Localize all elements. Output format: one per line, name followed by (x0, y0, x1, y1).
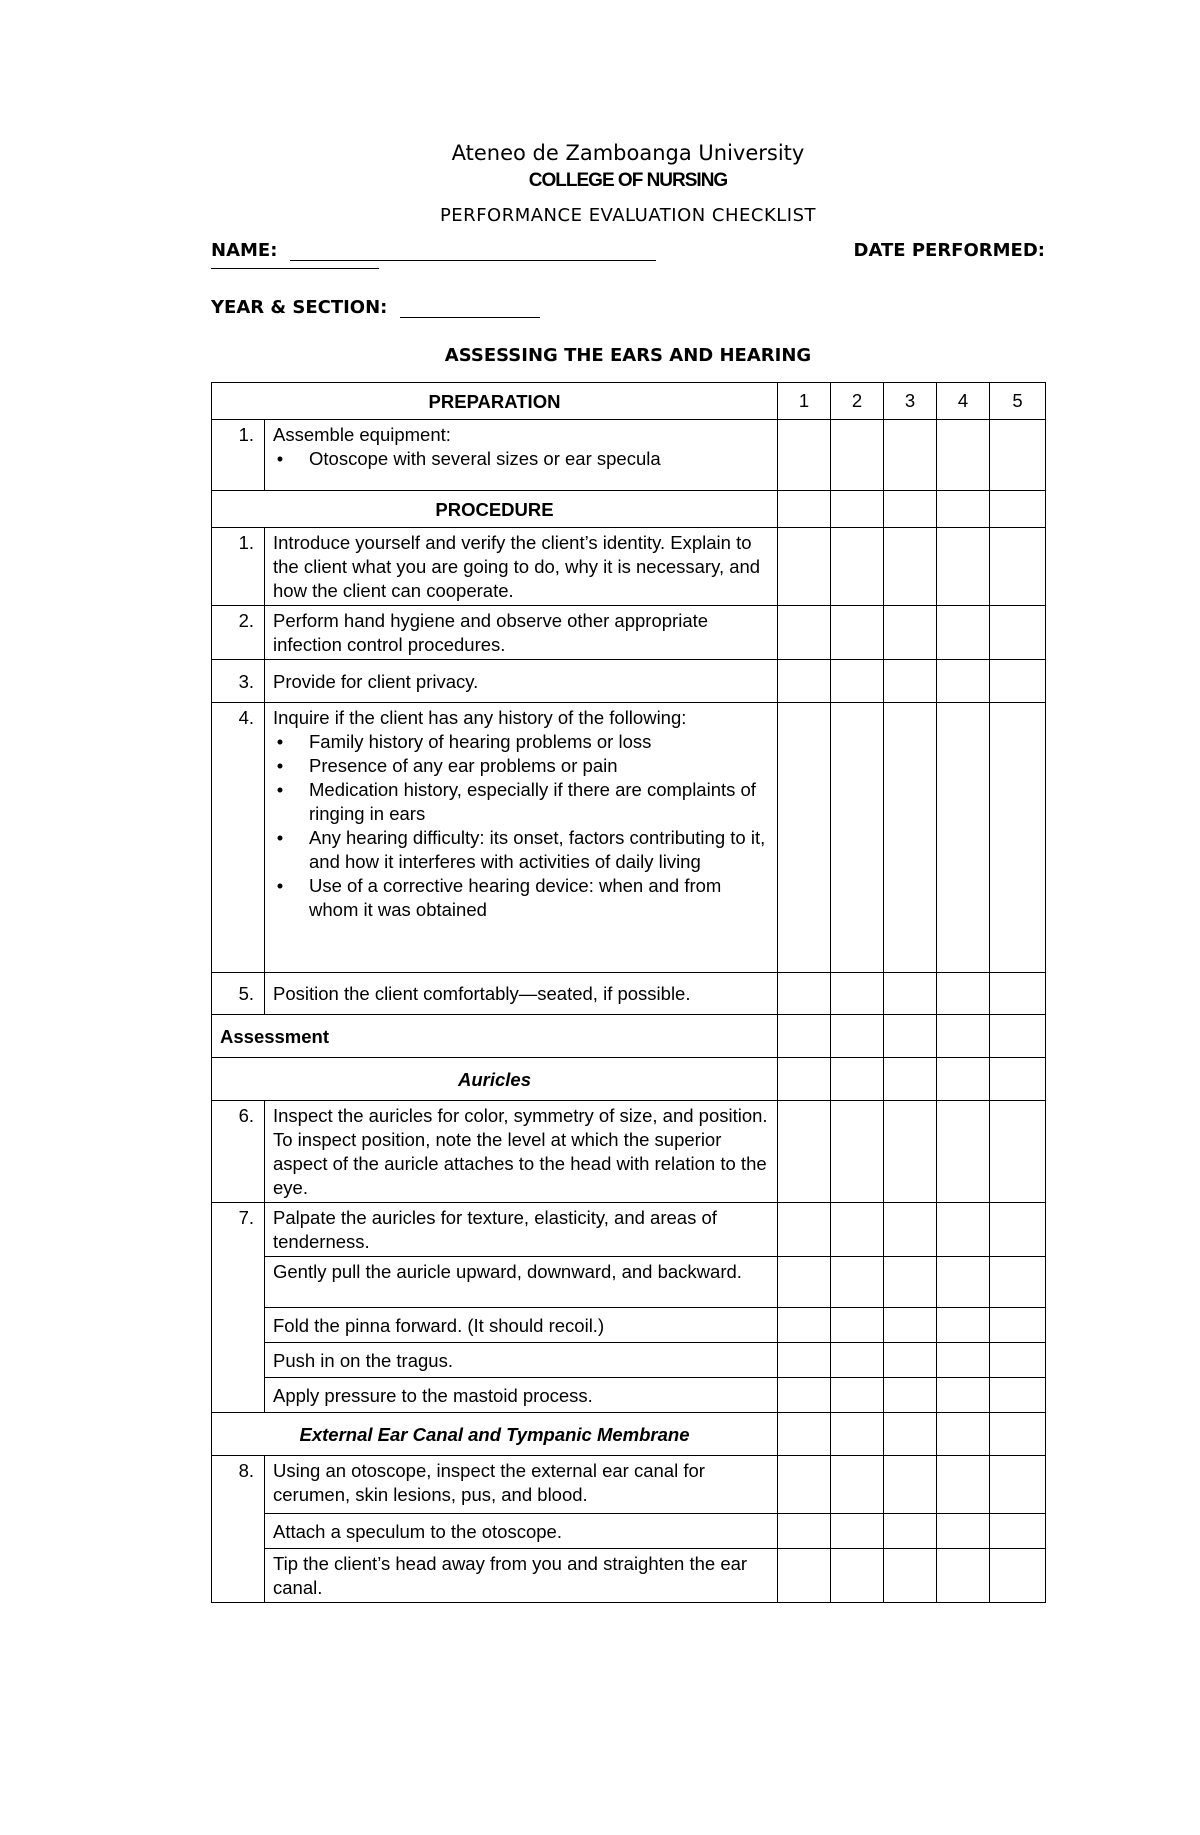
score-cell[interactable] (990, 973, 1046, 1015)
score-cell[interactable] (778, 1058, 831, 1101)
score-cell[interactable] (831, 1413, 884, 1456)
auricles-heading: Auricles (212, 1058, 778, 1101)
score-cell[interactable] (884, 973, 937, 1015)
score-cell[interactable] (990, 1257, 1046, 1308)
score-cell[interactable] (884, 1101, 937, 1203)
university-name: Ateneo de Zamboanga University (451, 141, 805, 165)
score-cell[interactable] (937, 1257, 990, 1308)
score-cell[interactable] (831, 1456, 884, 1514)
score-header-1: 1 (778, 383, 831, 420)
step-text: Provide for client privacy. (265, 660, 778, 703)
score-cell[interactable] (884, 1308, 937, 1343)
college-name: COLLEGE OF NURSING (528, 170, 728, 191)
score-cell[interactable] (831, 1101, 884, 1203)
step-number: 6. (212, 1101, 265, 1203)
skill-title: ASSESSING THE EARS AND HEARING (444, 345, 812, 366)
score-cell[interactable] (990, 1058, 1046, 1101)
score-cell[interactable] (937, 1378, 990, 1413)
step-text: Using an otoscope, inspect the external ear canal for cerumen, skin lesions, pus, and blood. (265, 1456, 778, 1514)
score-cell[interactable] (990, 1343, 1046, 1378)
table-row (212, 1549, 1046, 1603)
score-cell[interactable] (778, 1343, 831, 1378)
table-row (212, 703, 1046, 973)
assessment-heading: Assessment (212, 1015, 778, 1058)
score-cell[interactable] (990, 1101, 1046, 1203)
name-field[interactable] (211, 240, 656, 261)
score-cell[interactable] (778, 660, 831, 703)
canal-header-row (212, 1413, 1046, 1456)
canal-heading: External Ear Canal and Tympanic Membrane (212, 1413, 778, 1456)
score-cell[interactable] (937, 606, 990, 660)
procedure-header-row (212, 491, 1046, 528)
score-cell[interactable] (990, 1413, 1046, 1456)
score-cell[interactable] (831, 1058, 884, 1101)
score-cell[interactable] (990, 1015, 1046, 1058)
score-cell[interactable] (884, 1549, 937, 1603)
score-cell[interactable] (937, 703, 990, 973)
score-cell[interactable] (990, 703, 1046, 973)
score-cell[interactable] (831, 1343, 884, 1378)
score-cell[interactable] (778, 1456, 831, 1514)
year-section-blank[interactable] (400, 299, 540, 318)
bullet-item: • Otoscope with several sizes or ear specula (309, 447, 769, 471)
score-cell[interactable] (884, 1257, 937, 1308)
table-row (212, 1308, 1046, 1343)
score-cell[interactable] (937, 660, 990, 703)
score-cell[interactable] (884, 1413, 937, 1456)
step-text: Position the client comfortably—seated, if possible. (265, 973, 778, 1015)
score-cell[interactable] (884, 491, 937, 528)
table-row (212, 1343, 1046, 1378)
step-text: Attach a speculum to the otoscope. (265, 1514, 778, 1549)
score-cell[interactable] (831, 1514, 884, 1549)
step-text: Apply pressure to the mastoid process. (265, 1378, 778, 1413)
score-cell[interactable] (937, 1456, 990, 1514)
score-cell[interactable] (990, 606, 1046, 660)
score-cell[interactable] (831, 1549, 884, 1603)
bullet-item: • Any hearing difficulty: its onset, factors contributing to it, and how it interferes with activities of daily living (309, 826, 769, 874)
score-cell[interactable] (884, 1343, 937, 1378)
score-cell[interactable] (937, 1058, 990, 1101)
auricles-header-row (212, 1058, 1046, 1101)
score-cell[interactable] (937, 491, 990, 528)
score-cell[interactable] (778, 973, 831, 1015)
bullet-item: • Medication history, especially if there are complaints of ringing in ears (309, 778, 769, 826)
score-cell[interactable] (884, 703, 937, 973)
score-cell[interactable] (990, 1549, 1046, 1603)
score-cell[interactable] (831, 1308, 884, 1343)
score-cell[interactable] (937, 420, 990, 491)
score-cell[interactable] (937, 1101, 990, 1203)
score-cell[interactable] (884, 528, 937, 606)
date-field[interactable] (854, 240, 1045, 261)
score-cell[interactable] (778, 1378, 831, 1413)
score-cell[interactable] (990, 528, 1046, 606)
score-cell[interactable] (831, 420, 884, 491)
score-cell[interactable] (831, 528, 884, 606)
score-cell[interactable] (884, 1203, 937, 1257)
step-number: 1. (212, 420, 265, 491)
step-number: 4. (212, 703, 265, 973)
score-cell[interactable] (990, 660, 1046, 703)
step-text-line: Assemble equipment: (273, 424, 451, 445)
step-text: Inspect the auricles for color, symmetry of size, and position. To inspect position, note the level at which the superior aspect of the auricle attaches to the head with relation to the eye. (265, 1101, 778, 1203)
score-cell[interactable] (778, 1101, 831, 1203)
table-row (212, 1257, 1046, 1308)
checklist-title: PERFORMANCE EVALUATION CHECKLIST (439, 205, 817, 226)
score-cell[interactable] (990, 1378, 1046, 1413)
score-cell[interactable] (831, 1015, 884, 1058)
score-cell[interactable] (884, 1378, 937, 1413)
score-cell[interactable] (990, 491, 1046, 528)
score-cell[interactable] (778, 1308, 831, 1343)
score-cell[interactable] (937, 1413, 990, 1456)
step-text: Fold the pinna forward. (It should recoil.) (265, 1308, 778, 1343)
step-text (265, 703, 778, 973)
step-number: 2. (212, 606, 265, 660)
step-number: 1. (212, 528, 265, 606)
score-header-5: 5 (990, 383, 1046, 420)
step-text: Push in on the tragus. (265, 1343, 778, 1378)
year-section-field[interactable] (211, 297, 540, 318)
step-text (265, 420, 778, 491)
bullet-item: • Family history of hearing problems or loss (309, 730, 769, 754)
score-cell[interactable] (884, 606, 937, 660)
score-cell[interactable] (778, 606, 831, 660)
table-row (212, 1203, 1046, 1257)
step-number: 8. (212, 1456, 265, 1603)
score-cell[interactable] (778, 420, 831, 491)
evaluation-table (211, 382, 1046, 1603)
score-cell[interactable] (990, 1514, 1046, 1549)
score-cell[interactable] (778, 491, 831, 528)
step-text: Palpate the auricles for texture, elasticity, and areas of tenderness. (265, 1203, 778, 1257)
score-cell[interactable] (778, 1203, 831, 1257)
score-cell[interactable] (778, 1549, 831, 1603)
table-row (212, 1514, 1046, 1549)
table-row (212, 660, 1046, 703)
name-label: NAME: (211, 240, 278, 261)
score-cell[interactable] (937, 973, 990, 1015)
score-cell[interactable] (831, 703, 884, 973)
score-cell[interactable] (990, 1456, 1046, 1514)
score-cell[interactable] (937, 1514, 990, 1549)
name-blank[interactable] (290, 242, 656, 261)
score-cell[interactable] (884, 1015, 937, 1058)
score-cell[interactable] (937, 1549, 990, 1603)
date-blank[interactable] (211, 268, 379, 269)
score-cell[interactable] (884, 1058, 937, 1101)
score-cell[interactable] (990, 1203, 1046, 1257)
score-cell[interactable] (937, 1203, 990, 1257)
score-header-3: 3 (884, 383, 937, 420)
score-cell[interactable] (778, 1015, 831, 1058)
bullet-list (273, 447, 769, 471)
step-text-line: Inquire if the client has any history of the following: (273, 707, 687, 728)
preparation-heading: PREPARATION (212, 383, 778, 420)
score-cell[interactable] (884, 660, 937, 703)
step-number: 5. (212, 973, 265, 1015)
score-cell[interactable] (884, 1456, 937, 1514)
bullet-list (273, 730, 769, 922)
table-row (212, 528, 1046, 606)
step-text: Perform hand hygiene and observe other appropriate infection control procedures. (265, 606, 778, 660)
score-cell[interactable] (884, 420, 937, 491)
step-text: Tip the client’s head away from you and straighten the ear canal. (265, 1549, 778, 1603)
step-number: 7. (212, 1203, 265, 1413)
score-header-4: 4 (937, 383, 990, 420)
score-header-2: 2 (831, 383, 884, 420)
score-cell[interactable] (831, 1378, 884, 1413)
step-text: Introduce yourself and verify the client’s identity. Explain to the client what you are going to do, why it is necessary, and how the client can cooperate. (265, 528, 778, 606)
step-text: Gently pull the auricle upward, downward, and backward. (265, 1257, 778, 1308)
score-cell[interactable] (990, 420, 1046, 491)
score-cell[interactable] (778, 703, 831, 973)
score-cell[interactable] (884, 1514, 937, 1549)
preparation-header-row (212, 383, 1046, 420)
score-cell[interactable] (831, 491, 884, 528)
score-cell[interactable] (937, 1015, 990, 1058)
score-cell[interactable] (831, 606, 884, 660)
score-cell[interactable] (831, 660, 884, 703)
step-number: 3. (212, 660, 265, 703)
score-cell[interactable] (831, 1257, 884, 1308)
score-cell[interactable] (831, 973, 884, 1015)
bullet-item: • Use of a corrective hearing device: when and from whom it was obtained (309, 874, 769, 922)
table-row (212, 973, 1046, 1015)
score-cell[interactable] (778, 528, 831, 606)
score-cell[interactable] (937, 1308, 990, 1343)
year-section-label: YEAR & SECTION: (211, 297, 388, 318)
procedure-heading: PROCEDURE (212, 491, 778, 528)
table-row (212, 1101, 1046, 1203)
score-cell[interactable] (778, 1413, 831, 1456)
score-cell[interactable] (937, 1343, 990, 1378)
bullet-item: • Presence of any ear problems or pain (309, 754, 769, 778)
score-cell[interactable] (778, 1514, 831, 1549)
score-cell[interactable] (831, 1203, 884, 1257)
score-cell[interactable] (990, 1308, 1046, 1343)
score-cell[interactable] (778, 1257, 831, 1308)
table-row (212, 420, 1046, 491)
assessment-header-row (212, 1015, 1046, 1058)
table-row (212, 1456, 1046, 1514)
score-cell[interactable] (937, 528, 990, 606)
table-row (212, 1378, 1046, 1413)
table-row (212, 606, 1046, 660)
date-label: DATE PERFORMED: (853, 240, 1045, 261)
